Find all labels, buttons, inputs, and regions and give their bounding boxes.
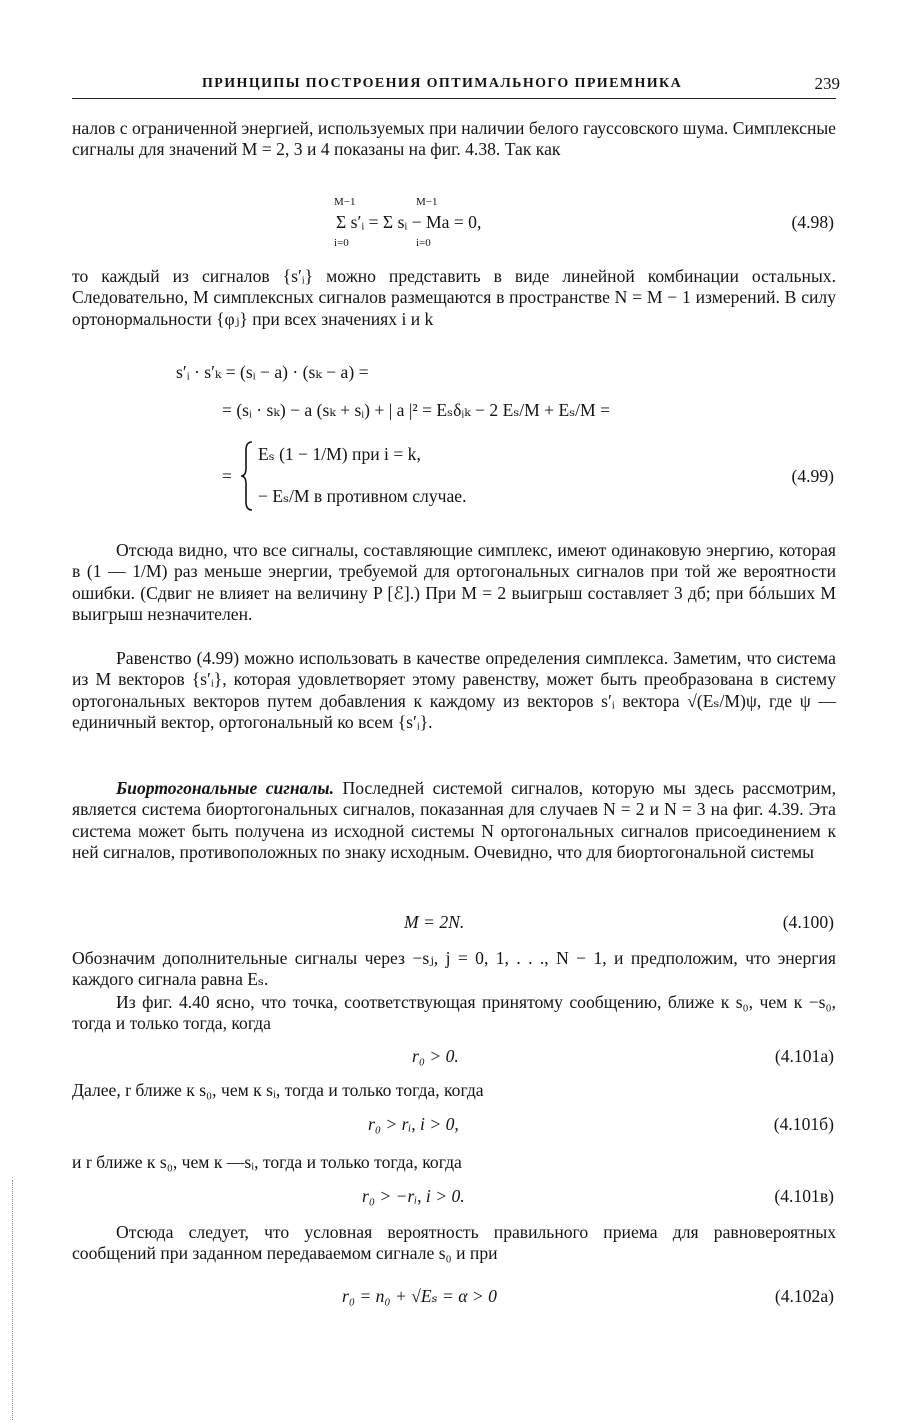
equation-4-99-case2: − Eₛ/M в противном случае.	[258, 486, 467, 506]
equation-4-98-formula: Σ s′ᵢ = Σ sᵢ − Ma = 0,	[336, 212, 482, 232]
paragraph-fig-4-40: Из фиг. 4.40 ясно, что точка, соответствующая принятому сообщению, ближе к s₀, чем к −s₀, тогда и только тогда, когда	[72, 992, 836, 1034]
sum1-lower-limit: i=0	[334, 237, 349, 249]
equation-4-102a-formula: r₀ = n₀ + √Eₛ = α > 0	[342, 1286, 497, 1306]
running-head: ПРИНЦИПЫ ПОСТРОЕНИЯ ОПТИМАЛЬНОГО ПРИЕМНИКА	[202, 76, 683, 91]
paragraph-closer-si: Далее, r ближе к s₀, чем к sᵢ, тогда и только тогда, когда	[72, 1080, 484, 1100]
equation-4-99-number: (4.99)	[791, 466, 834, 486]
equation-4-98-number: (4.98)	[791, 212, 834, 232]
equation-4-100-formula: M = 2N.	[404, 912, 465, 932]
paragraph-orthonormality: то каждый из сигналов {s′ᵢ} можно представить в виде линейной комбинации остальных. Следовательно, M симплексных сигналов размещаются в пространстве N = M − 1 измерений. В силу ортонормальности {φⱼ} при всех значениях i и k	[72, 266, 836, 329]
paragraph-additional-signals: Обозначим дополнительные сигналы через −sⱼ, j = 0, 1, . . ., N − 1, и предположим, что энергия каждого сигнала равна Eₛ.	[72, 948, 836, 990]
equation-4-99-line1: s′ᵢ · s′ₖ = (sᵢ − a) · (sₖ − a) =	[176, 362, 369, 382]
section-title-biorthogonal: Биортогональные сигналы.	[116, 778, 335, 798]
equation-4-99-line2: = (sᵢ · sₖ) − a (sₖ + sᵢ) + | a |² = Eₛδᵢₖ − 2 Eₛ/M + Eₛ/M =	[222, 400, 611, 420]
page-number: 239	[814, 74, 840, 93]
equation-4-101a-formula: r₀ > 0.	[412, 1046, 459, 1066]
paragraph-biorthogonal-text: Последней системой сигналов, которую мы здесь рассмотрим, является система биортогональных сигналов, показанная для случаев N = 2 и N = 3 на фиг. 4.39. Эта система может быть получена из исходной системы N ортогональных сигналов присоединением к ней сигналов, противоположных по знаку исходным. Очевидно, что для биортогональной системы	[72, 778, 837, 863]
paragraph-simplex-intro: налов с ограниченной энергией, используемых при наличии белого гауссовского шума. Симплексные сигналы для значений M = 2, 3 и 4 показаны на фиг. 4.38. Так как	[72, 118, 836, 160]
paragraph-simplex-definition: Равенство (4.99) можно использовать в качестве определения симплекса. Заметим, что система из M векторов {s′ᵢ}, которая удовлетворяет этому равенству, может быть преобразована в систему ортогональных векторов путем добавления к каждому из векторов s′ᵢ вектора √(Eₛ/M)ψ, где ψ — единичный вектор, ортогональный ко всем {s′ᵢ}.	[72, 648, 836, 733]
scan-edge-line	[12, 1180, 13, 1420]
paragraph-conditional-probability: Отсюда следует, что условная вероятность правильного приема для равновероятных сообщений при заданном передаваемом сигнале s₀ и при	[72, 1222, 836, 1264]
left-brace-icon	[240, 440, 254, 512]
equation-4-100-number: (4.100)	[782, 912, 834, 932]
equation-4-101b-number: (4.101б)	[773, 1114, 834, 1134]
page-header	[72, 74, 840, 99]
paragraph-biorthogonal	[72, 778, 836, 864]
equation-4-101a-number: (4.101а)	[774, 1046, 834, 1066]
equation-4-101v-formula: r₀ > −rᵢ, i > 0.	[362, 1186, 465, 1206]
equation-4-99-eq-sign: =	[222, 466, 232, 486]
sum2-upper-limit: M−1	[416, 196, 438, 208]
equation-4-101v-number: (4.101в)	[774, 1186, 834, 1206]
sum2-lower-limit: i=0	[416, 237, 431, 249]
paragraph-energy: Отсюда видно, что все сигналы, составляющие симплекс, имеют одинаковую энергию, которая в (1 — 1/M) раз меньше энергии, требуемой для ортогональных сигналов при той же вероятности ошибки. (Сдвиг не влияет на величину P [ℰ].) При M = 2 выигрыш составляет 3 дб; при бóльших M выигрыш незначителен.	[72, 540, 836, 625]
sum1-upper-limit: M−1	[334, 196, 356, 208]
equation-4-102a-number: (4.102а)	[774, 1286, 834, 1306]
equation-4-99-case1: Eₛ (1 − 1/M) при i = k,	[258, 444, 421, 464]
equation-4-101b-formula: r₀ > rᵢ, i > 0,	[368, 1114, 459, 1134]
paragraph-closer-neg-si: и r ближе к s₀, чем к —sᵢ, тогда и только тогда, когда	[72, 1152, 462, 1172]
